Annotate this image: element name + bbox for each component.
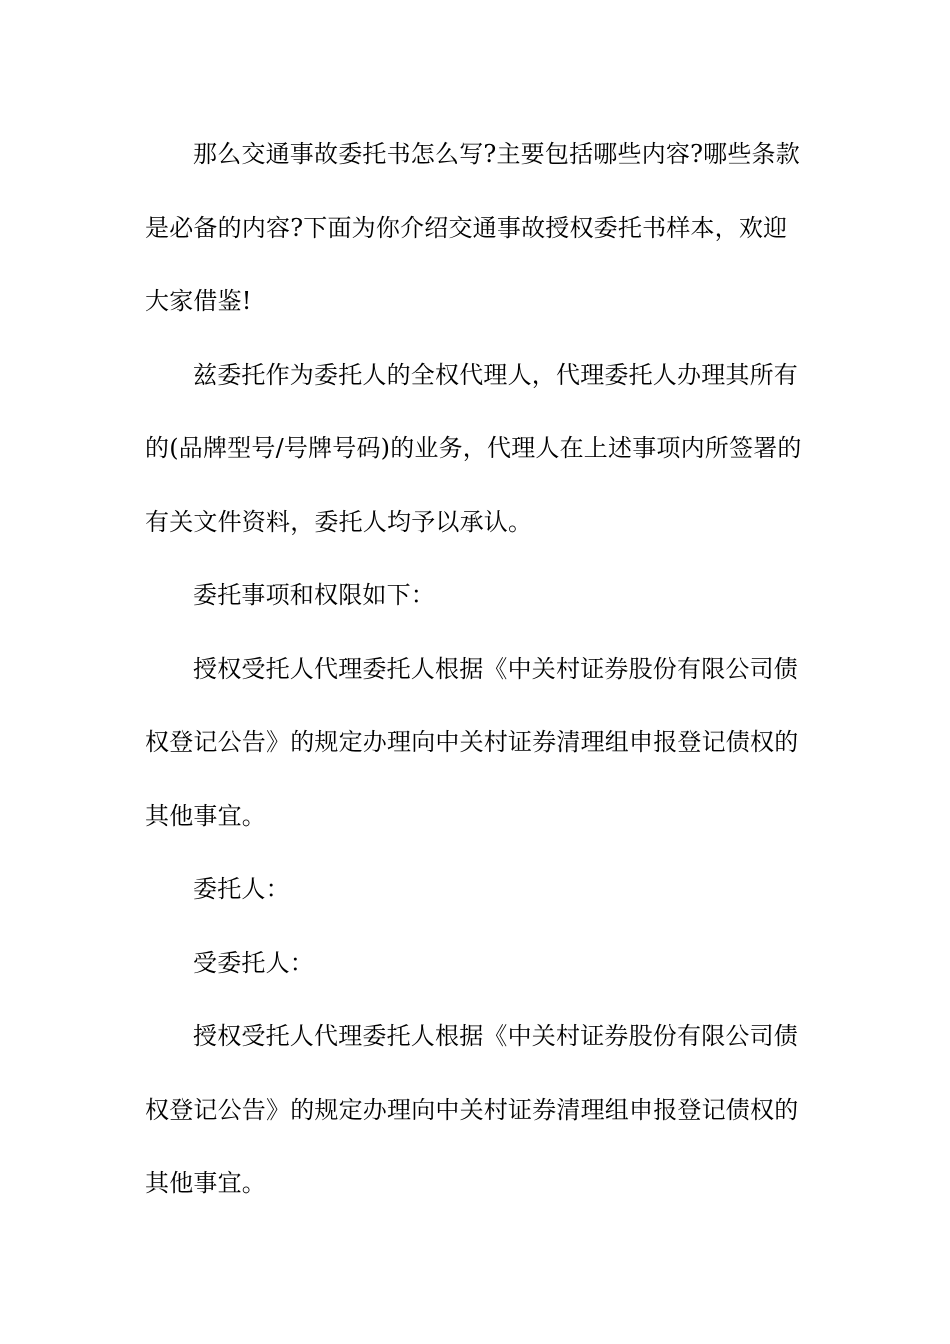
document-body <box>145 118 810 1221</box>
paragraph-scope-heading: 委托事项和权限如下： <box>193 581 435 609</box>
paragraph-authorization-repeat: 授权受托人代理委托人根据《中关村证券股份有限公司债权登记公告》的规定办理向中关村证券清理组申报登记债权的其他事宜。 <box>145 1022 799 1197</box>
paragraph-intro: 那么交通事故委托书怎么写?主要包括哪些内容?哪些条款是必备的内容?下面为你介绍交通事故授权委托书样本，欢迎大家借鉴! <box>145 140 800 315</box>
paragraph-authorization: 授权受托人代理委托人根据《中关村证券股份有限公司债权登记公告》的规定办理向中关村证券清理组申报登记债权的其他事宜。 <box>145 654 799 830</box>
paragraph-entrustment: 兹委托作为委托人的全权代理人，代理委托人办理其所有的(品牌型号/号牌号码)的业务，代理人在上述事项内所签署的有关文件资料，委托人均予以承认。 <box>145 360 802 536</box>
paragraph-agent-label: 受委托人： <box>193 948 314 977</box>
paragraph-principal-label: 委托人： <box>193 875 290 903</box>
